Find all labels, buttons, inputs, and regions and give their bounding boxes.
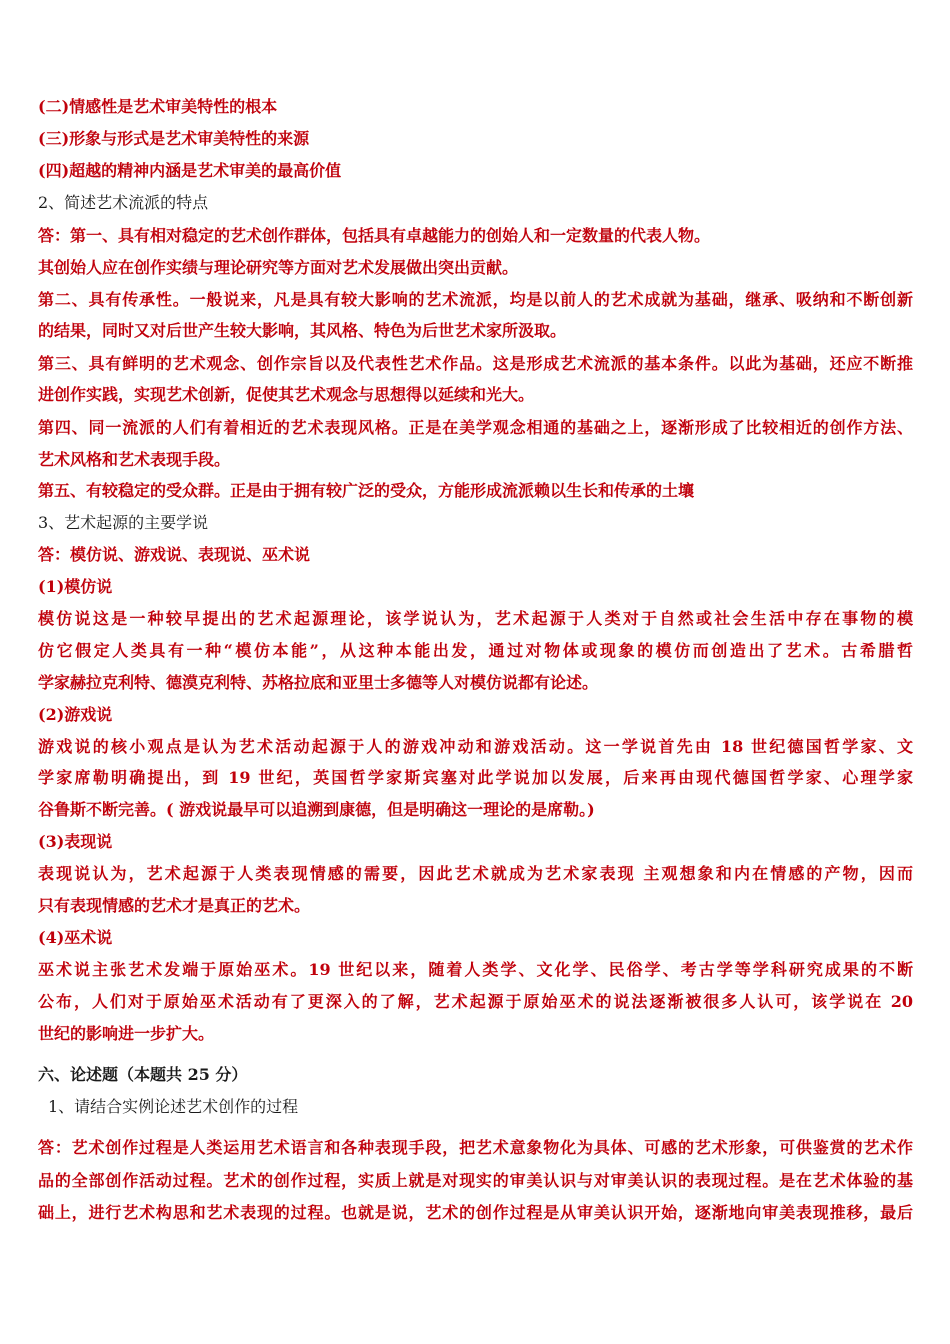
- text-line: 品的全部创作活动过程。艺术的创作过程，实质上就是对现实的审美认识与对审美认识的表现过程。是在艺术体验的基: [38, 1171, 913, 1190]
- subheading: (3)表现说: [38, 832, 113, 851]
- text-line: 模仿说这是一种较早提出的艺术起源理论，该学说认为，艺术起源于人类对于自然或社会生活中存在事物的模: [38, 609, 913, 628]
- subheading: (2)游戏说: [38, 705, 113, 724]
- text-line: 第四、同一流派的人们有着相近的艺术表现风格。正是在美学观念相通的基础之上，逐渐形成了比较相近的创作方法、: [38, 418, 913, 437]
- text-line: 世纪的影响进一步扩大。: [38, 1024, 215, 1043]
- question-heading: 2、简述艺术流派的特点: [38, 193, 209, 212]
- text-line: 巫术说主张艺术发端于原始巫术。19 世纪以来，随着人类学、文化学、民俗学、考古学等学科研究成果的不断: [38, 960, 913, 979]
- subheading: (4)巫术说: [38, 928, 113, 947]
- question-heading: 1、请结合实例论述艺术创作的过程: [48, 1097, 299, 1116]
- question-heading: 3、艺术起源的主要学说: [38, 513, 209, 532]
- text-line: 游戏说的核小观点是认为艺术活动起源于人的游戏冲动和游戏活动。这一学说首先由 18 世纪德国哲学家、文: [38, 737, 913, 756]
- text-line: (四)超越的精神内涵是艺术审美的最高价值: [38, 161, 342, 180]
- text-line: 表现说认为，艺术起源于人类表现情感的需要，因此艺术就成为艺术家表现 主观想象和内在情感的产物，因而: [38, 864, 913, 883]
- text-line: 第二、具有传承性。一般说来，凡是具有较大影响的艺术流派，均是以前人的艺术成就为基础，继承、吸纳和不断创新: [38, 290, 913, 309]
- text-line: (三)形象与形式是艺术审美特性的来源: [38, 129, 310, 148]
- text-line: 的结果，同时又对后世产生较大影响，其风格、特色为后世艺术家所汲取。: [38, 321, 567, 340]
- section-heading: 六、论述题（本题共 25 分）: [38, 1065, 248, 1084]
- subheading: (1)模仿说: [38, 577, 113, 596]
- text-line: 第三、具有鲜明的艺术观念、创作宗旨以及代表性艺术作品。这是形成艺术流派的基本条件。以此为基础，还应不断推: [38, 354, 913, 373]
- text-line: 仿它假定人类具有一种“模仿本能”，从这种本能出发，通过对物体或现象的模仿而创造出了艺术。古希腊哲: [38, 641, 913, 660]
- text-line: 进创作实践，实现艺术创新，促使其艺术观念与思想得以延续和光大。: [38, 385, 535, 404]
- text-line: 只有表现情感的艺术才是真正的艺术。: [38, 896, 311, 915]
- text-line: 第五、有较稳定的受众群。正是由于拥有较广泛的受众，方能形成流派赖以生长和传承的土壤: [38, 481, 695, 500]
- text-line: (二)情感性是艺术审美特性的根本: [38, 97, 278, 116]
- text-line: 答：模仿说、游戏说、表现说、巫术说: [38, 545, 311, 564]
- text-line: 学家席勒明确提出，到 19 世纪，英国哲学家斯宾塞对此学说加以发展，后来再由现代德国哲学家、心理学家: [38, 768, 913, 787]
- text-line: 谷鲁斯不断完善。( 游戏说最早可以追溯到康德，但是明确这一理论的是席勒。): [38, 800, 595, 819]
- text-line: 答：艺术创作过程是人类运用艺术语言和各种表现手段，把艺术意象物化为具体、可感的艺术形象，可供鉴赏的艺术作: [38, 1138, 913, 1157]
- text-line: 答：第一、具有相对稳定的艺术创作群体，包括具有卓越能力的创始人和一定数量的代表人物。: [38, 226, 711, 245]
- text-line: 公布，人们对于原始巫术活动有了更深入的了解，艺术起源于原始巫术的说法逐渐被很多人认可，该学说在 20: [38, 992, 913, 1011]
- text-line: 学家赫拉克利特、德漠克利特、苏格拉底和亚里士多德等人对模仿说都有论述。: [38, 673, 599, 692]
- text-line: 础上，进行艺术构思和艺术表现的过程。也就是说，艺术的创作过程是从审美认识开始，逐渐地向审美表现推移，最后: [38, 1203, 913, 1222]
- text-line: 其创始人应在创作实绩与理论研究等方面对艺术发展做出突出贡献。: [38, 258, 519, 277]
- text-line: 艺术风格和艺术表现手段。: [38, 450, 231, 469]
